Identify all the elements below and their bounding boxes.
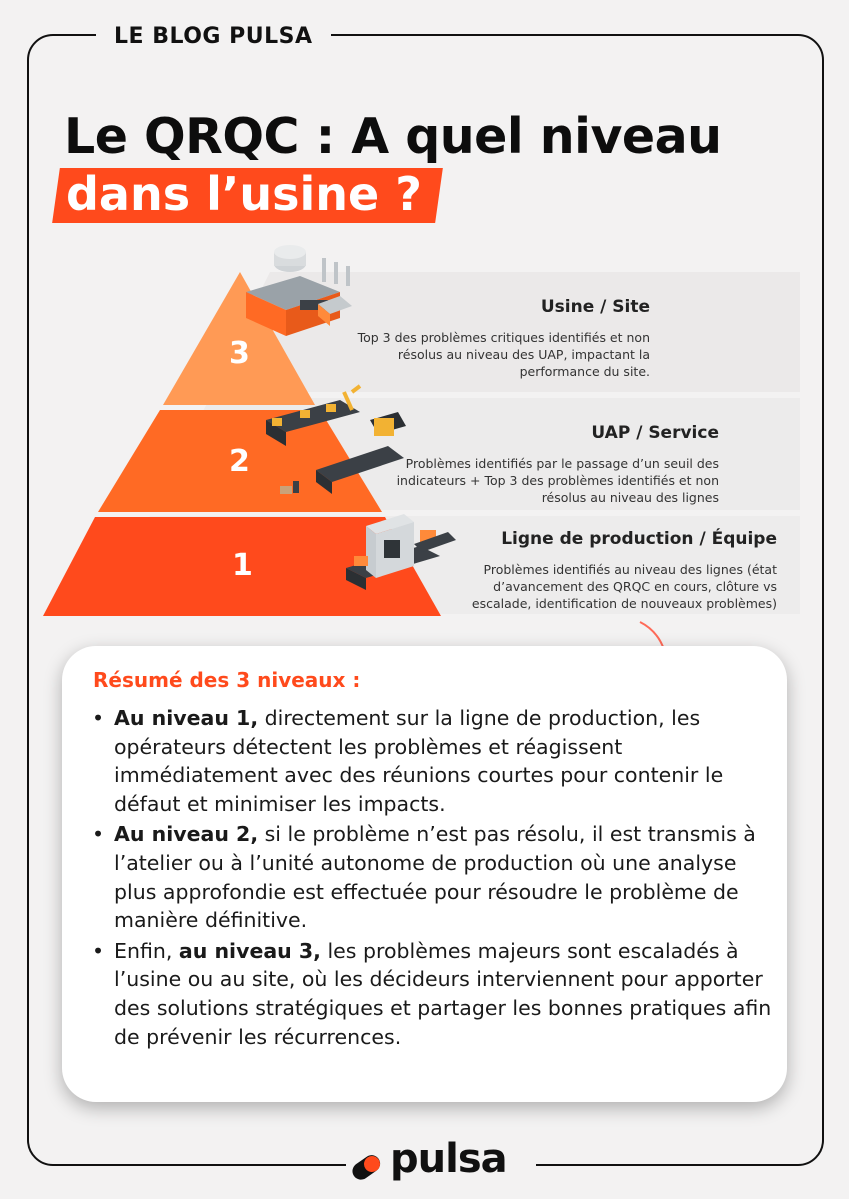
pulsa-logo-text: pulsa [390, 1136, 507, 1182]
level-3-title: Usine / Site [540, 297, 650, 317]
summary-item-level-3 [92, 937, 772, 1051]
summary-item-emphasis: Au niveau 2, [114, 822, 259, 847]
level-1-info [447, 529, 777, 612]
level-1-description: Problèmes identifiés au niveau des lignes (état d’avancement des QRQC en cours, clôture vs escalade, identification de nouveaux problèmes) [471, 562, 777, 611]
level-2-title: UAP / Service [591, 423, 719, 443]
summary-item-text: directement sur la ligne de production, les opérateurs détectent les problèmes et réagissent immédiatement avec des réunions courtes pour contenir le défaut et minimiser les impacts. [114, 706, 724, 816]
level-1-title: Ligne de production / Équipe [501, 529, 777, 549]
level-1-number: 1 [232, 548, 253, 583]
bullet: • [92, 822, 105, 847]
summary-item-text: les problèmes majeurs sont escaladés à l’usine ou au site, où les décideurs interviennent pour apporter des solutions stratégiques et partager les bonnes pratiques afin de prévenir les récurrences. [114, 938, 772, 1049]
level-3-description: Top 3 des problèmes critiques identifiés et non résolus au niveau des UAP, impactant la performance du site. [357, 330, 650, 379]
summary-item-level-2 [92, 820, 772, 934]
summary-title: Résumé des 3 niveaux : [93, 668, 361, 692]
pulsa-logo-icon [348, 1146, 388, 1186]
page-title-line1: Le QRQC : A quel niveau [64, 108, 722, 165]
summary-item-level-1 [92, 704, 772, 818]
summary-item-emphasis: Au niveau 1, [114, 706, 259, 730]
level-2-info [389, 423, 719, 506]
summary-card [62, 646, 787, 1102]
page-title-line2: dans l’usine ? [66, 167, 422, 221]
level-3-number: 3 [229, 336, 250, 371]
level-3-info [330, 297, 650, 380]
pulsa-logo [346, 1136, 536, 1186]
level-2-number: 2 [229, 444, 250, 479]
level-2-description: Problèmes identifiés par le passage d’un seuil des indicateurs + Top 3 des problèmes identifiés et non résolus au niveau des lignes [396, 456, 719, 505]
summary-item-emphasis: au niveau 3, [178, 938, 321, 963]
bullet: • [92, 938, 105, 963]
summary-item-text: si le problème n’est pas résolu, il est transmis à l’atelier ou à l’unité autonome de production où une analyse plus approfondie est effectuée pour résoudre le problème de manière définitive. [114, 822, 756, 933]
bullet: • [92, 706, 105, 730]
blog-label: LE BLOG PULSA [96, 20, 331, 54]
summary-list [92, 704, 772, 1053]
summary-item-prefix: Enfin, [114, 938, 179, 963]
